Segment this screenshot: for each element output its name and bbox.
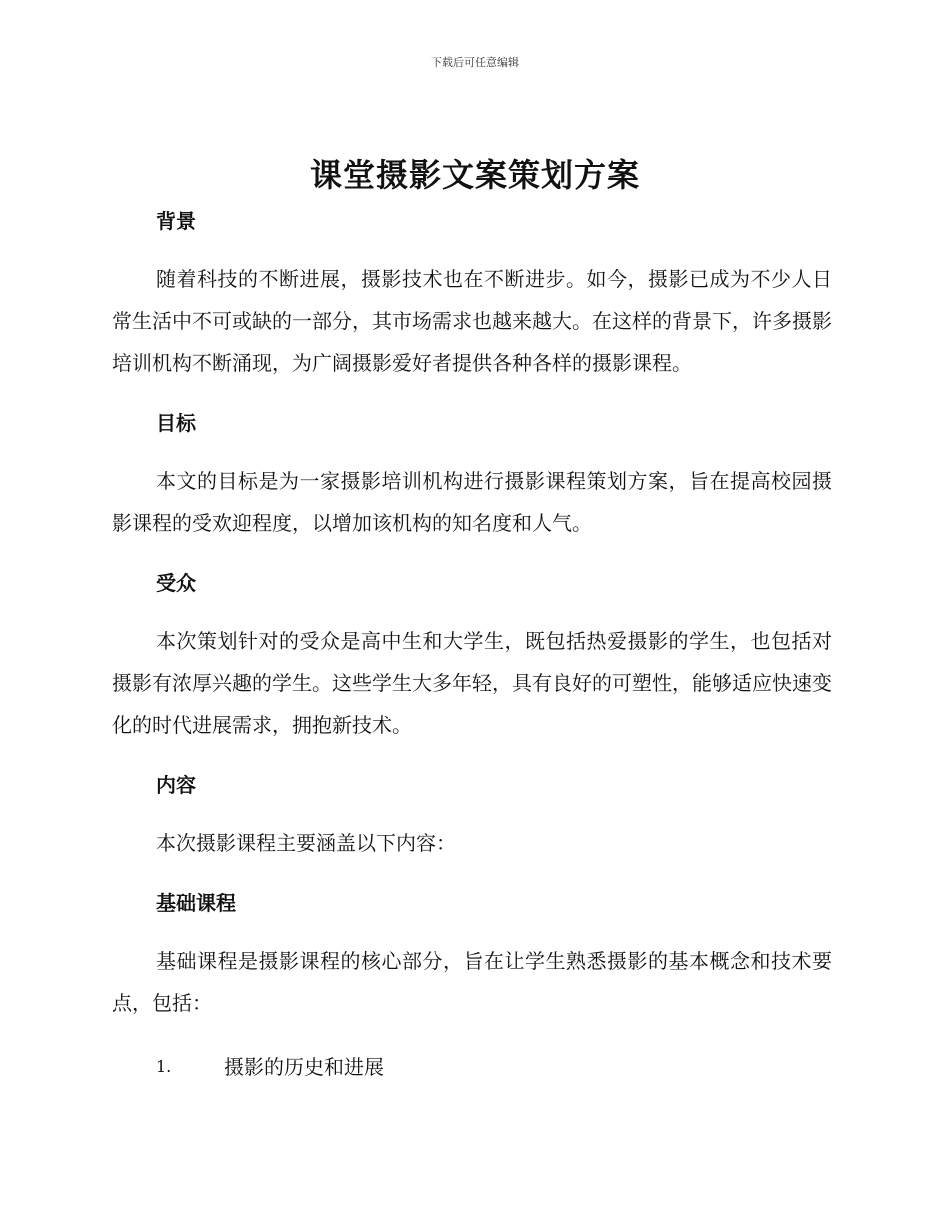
section-text-goal: 本文的目标是为一家摄影培训机构进行摄影课程策划方案，旨在提高校园摄影课程的受欢迎程度，以增加该机构的知名度和人气。	[112, 469, 832, 535]
section-text-audience: 本次策划针对的受众是高中生和大学生，既包括热爱摄影的学生，也包括对摄影有浓厚兴趣的学生。这些学生大多年轻，具有良好的可塑性，能够适应快速变化的时代进展需求，拥抱新技术。	[112, 629, 832, 737]
document-title: 课堂摄影文案策划方案	[309, 156, 640, 194]
list-item	[156, 1046, 832, 1088]
section-heading-audience: 受众	[156, 571, 196, 595]
section-heading-goal: 目标	[156, 411, 196, 435]
section-heading-basic-course: 基础课程	[156, 891, 236, 915]
section-heading-background: 背景	[156, 209, 196, 233]
document-body	[112, 204, 832, 1088]
section-heading-content: 内容	[156, 773, 196, 797]
list-item-number: 1.	[156, 1057, 172, 1076]
page-header-note: 下载后可任意编辑	[431, 56, 519, 69]
section-text-background: 随着科技的不断进展，摄影技术也在不断进步。如今，摄影已成为不少人日常生活中不可或缺的一部分，其市场需求也越来越大。在这样的背景下，许多摄影培训机构不断涌现，为广阔摄影爱好者提供各种各样的摄影课程。	[112, 267, 832, 375]
list-item-label: 摄影的历史和进展	[224, 1055, 384, 1079]
section-text-content: 本次摄影课程主要涵盖以下内容：	[156, 831, 456, 855]
section-text-basic-course: 基础课程是摄影课程的核心部分，旨在让学生熟悉摄影的基本概念和技术要点，包括：	[112, 949, 832, 1015]
